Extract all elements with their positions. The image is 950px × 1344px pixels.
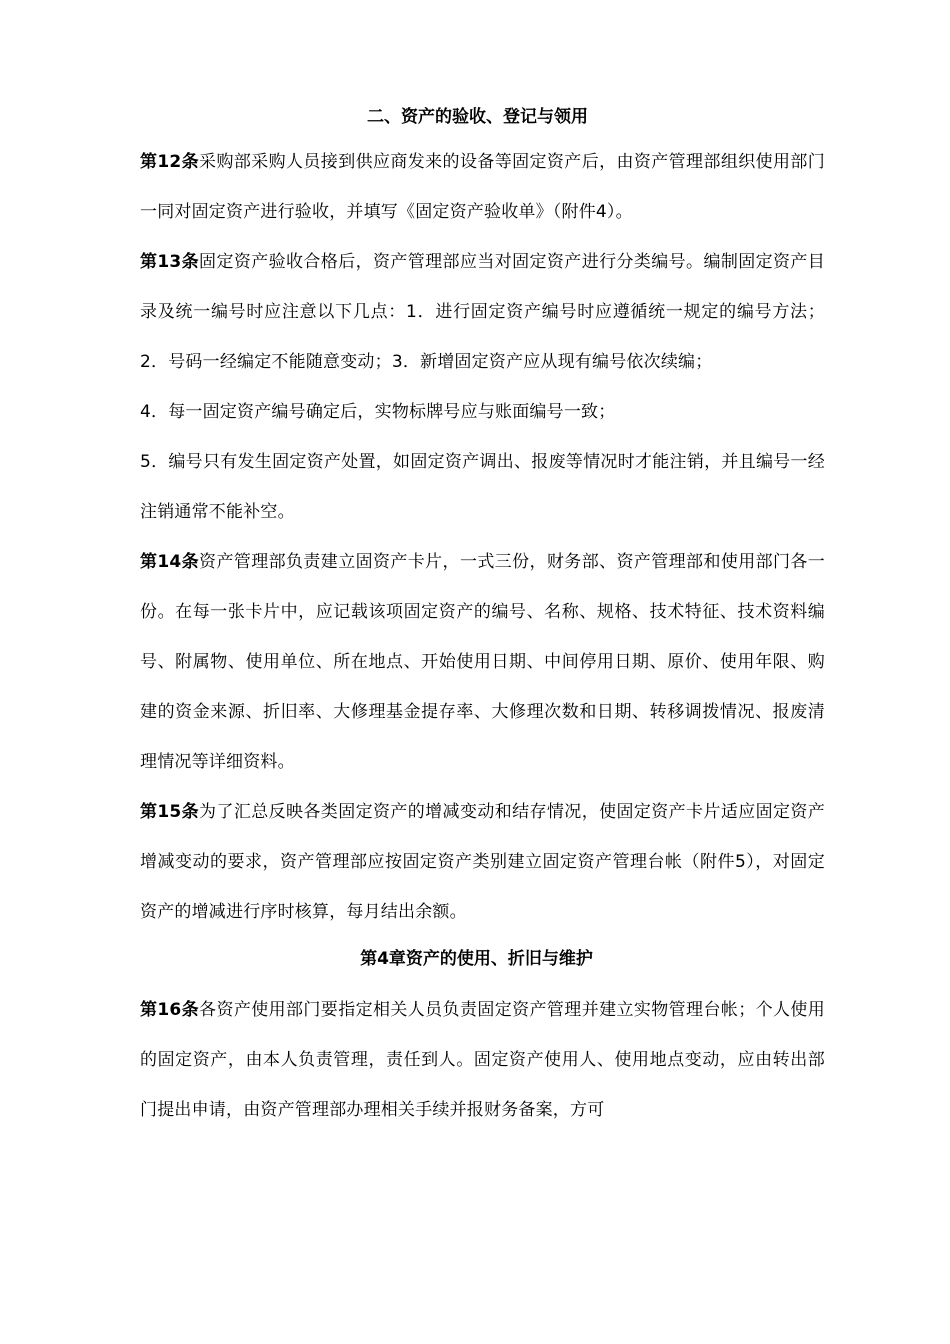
article-14-label: 第14条 [140,552,200,572]
article-13 [140,237,825,387]
article-14-text: 资产管理部负责建立固资产卡片，一式三份，财务部、资产管理部和使用部门各一份。在每一张卡片中，应记载该项固定资产的编号、名称、规格、技术特征、技术资料编号、附属物、使用单位、所在地点、开始使用日期、中间停用日期、原价、使用年限、购建的资金来源、折旧率、大修理基金提存率、大修理次数和日期、转移调拨情况、报废清理情况等详细资料。 [140,552,825,772]
article-13-label: 第13条 [140,252,200,272]
article-16-label: 第16条 [140,1000,200,1020]
article-12-text: 采购部采购人员接到供应商发来的设备等固定资产后，由资产管理部组织使用部门一同对固定资产进行验收，并填写《固定资产验收单》（附件4）。 [140,152,825,222]
article-16 [140,985,825,1135]
document-body [140,103,825,1135]
section-heading: 二、资产的验收、登记与领用 [367,107,588,127]
article-12-label: 第12条 [140,152,200,172]
chapter-heading: 第4章资产的使用、折旧与维护 [360,949,593,969]
article-16-text: 各资产使用部门要指定相关人员负责固定资产管理并建立实物管理台帐；个人使用的固定资产，由本人负责管理，责任到人。固定资产使用人、使用地点变动，应由转出部门提出申请，由资产管理部办理相关手续并报财务备案，方可 [140,1000,825,1120]
article-12 [140,137,825,237]
point-4: 4．每一固定资产编号确定后，实物标牌号应与账面编号一致； [140,402,616,422]
article-13-text: 固定资产验收合格后，资产管理部应当对固定资产进行分类编号。编制固定资产目录及统一编号时应注意以下几点：1．进行固定资产编号时应遵循统一规定的编号方法；2．号码一经编定不能随意变动；3．新增固定资产应从现有编号依次续编； [140,252,825,372]
article-14 [140,537,825,787]
article-15-label: 第15条 [140,802,200,822]
article-15-text: 为了汇总反映各类固定资产的增减变动和结存情况，使固定资产卡片适应固定资产增减变动的要求，资产管理部应按固定资产类别建立固定资产管理台帐（附件5），对固定资产的增减进行序时核算，每月结出余额。 [140,802,825,922]
point-5: 5．编号只有发生固定资产处置，如固定资产调出、报废等情况时才能注销，并且编号一经注销通常不能补空。 [140,452,825,522]
article-15 [140,787,825,937]
